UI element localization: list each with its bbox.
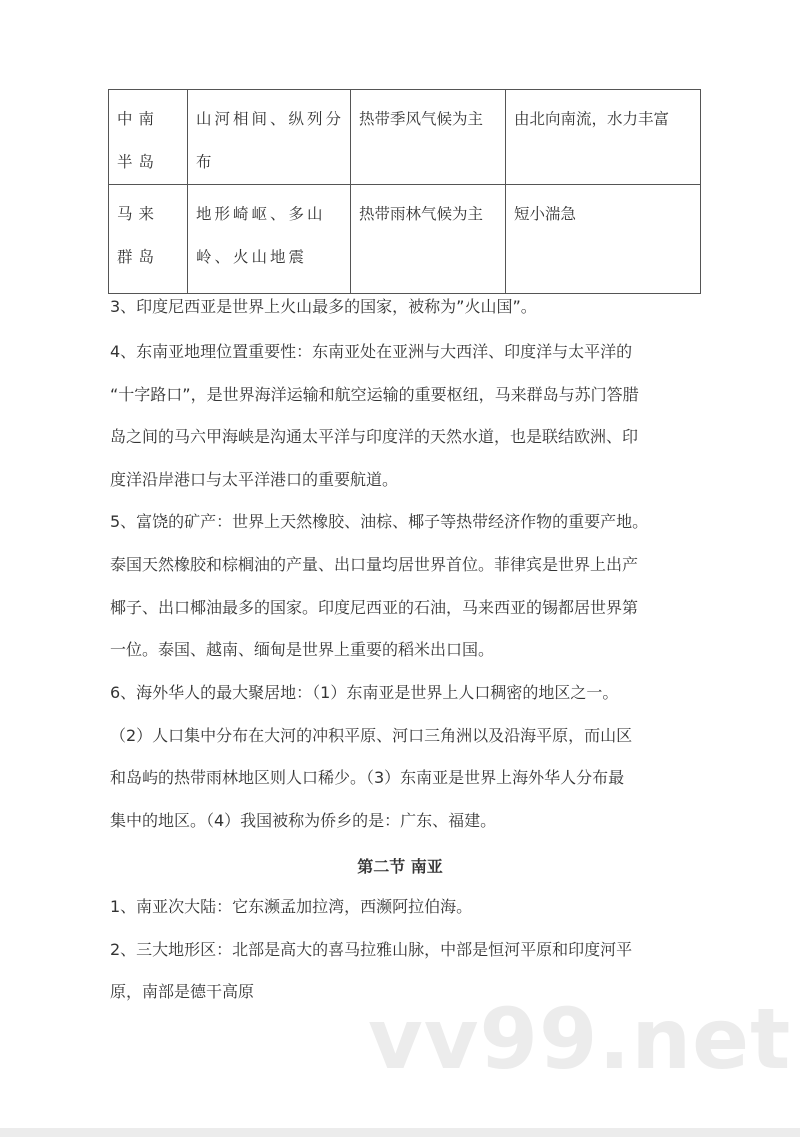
section-heading: 第二节 南亚 (357, 857, 443, 876)
table-cell: 短小湍急 (506, 185, 701, 294)
table-row (109, 185, 701, 294)
paragraph-line: 3、印度尼西亚是世界上火山最多的国家，被称为”火山国”。 (110, 297, 537, 316)
paragraph-line: 泰国天然橡胶和棕榈油的产量、出口量均居世界首位。菲律宾是世界上出产 (110, 555, 639, 574)
table-cell: 马来群岛 (109, 185, 188, 294)
region-table (108, 89, 701, 294)
table-cell: 热带季风气候为主 (351, 90, 506, 185)
paragraph-line: 6、海外华人的最大聚居地：（1）东南亚是世界上人口稠密的地区之一。 (110, 683, 619, 702)
paragraph-line: 度洋沿岸港口与太平洋港口的重要航道。 (110, 470, 399, 489)
watermark: vv99.net (368, 990, 792, 1088)
table-cell: 地形崎岖、多山岭、火山地震 (188, 185, 351, 294)
paragraph-line: 岛之间的马六甲海峡是沟通太平洋与印度洋的天然水道，也是联结欧洲、印 (110, 427, 639, 446)
paragraph-line: 集中的地区。（4）我国被称为侨乡的是：广东、福建。 (110, 811, 497, 830)
paragraph-line: “十字路口”，是世界海洋运输和航空运输的重要枢纽，马来群岛与苏门答腊 (110, 385, 639, 404)
paragraph-line: 原，南部是德干高原 (110, 982, 255, 1001)
table-cell: 中南半岛 (109, 90, 188, 185)
paragraph-line: 4、东南亚地理位置重要性：东南亚处在亚洲与大西洋、印度洋与太平洋的 (110, 342, 633, 361)
page-bottom-edge (0, 1128, 800, 1137)
table-cell: 由北向南流，水力丰富 (506, 90, 701, 185)
table-cell: 山河相间、纵列分布 (188, 90, 351, 185)
table-cell: 热带雨林气候为主 (351, 185, 506, 294)
paragraph-line: 1、南亚次大陆：它东濒孟加拉湾，西濒阿拉伯海。 (110, 897, 473, 916)
paragraph-line: 5、富饶的矿产：世界上天然橡胶、油棕、椰子等热带经济作物的重要产地。 (110, 512, 649, 531)
paragraph-line: 一位。泰国、越南、缅甸是世界上重要的稻米出口国。 (110, 640, 495, 659)
paragraph-line: 椰子、出口椰油最多的国家。印度尼西亚的石油，马来西亚的锡都居世界第 (110, 598, 639, 617)
paragraph-line: （2）人口集中分布在大河的冲积平原、河口三角洲以及沿海平原，而山区 (110, 726, 633, 745)
table-row (109, 90, 701, 185)
paragraph-line: 和岛屿的热带雨林地区则人口稀少。（3）东南亚是世界上海外华人分布最 (110, 768, 625, 787)
paragraph-line: 2、三大地形区：北部是高大的喜马拉雅山脉，中部是恒河平原和印度河平 (110, 940, 633, 959)
